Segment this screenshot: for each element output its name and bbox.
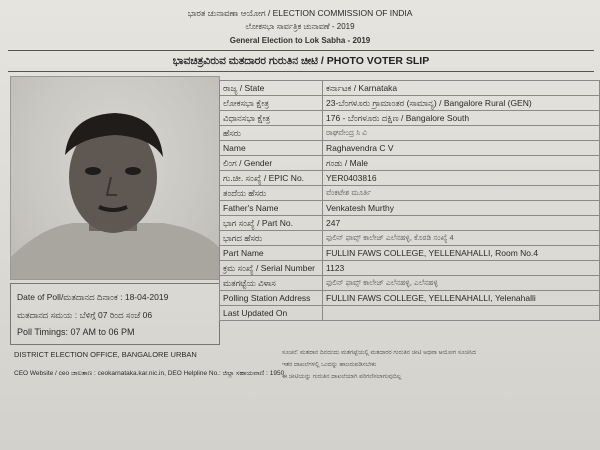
footer-note-3: ಈ ಚೀಟಿಯನ್ನು ಗುರುತಿನ ದಾಖಲೆಯಾಗಿ ಪರಿಗಣಿಸಲಾಗುವುದಿಲ್ಲ xyxy=(282,374,402,380)
detail-row xyxy=(220,246,600,261)
detail-row xyxy=(220,126,600,141)
detail-row xyxy=(220,156,600,171)
detail-value: 1123 xyxy=(323,261,600,276)
detail-label: Polling Station Address xyxy=(220,291,323,306)
detail-value: ರಾಘವೇಂದ್ರ ಸಿ ವಿ xyxy=(323,126,600,141)
detail-value: FULLIN FAWS COLLEGE, YELLENAHALLI, Room No.4 xyxy=(323,246,600,261)
footer-note-1: ಸೂಚನೆ: ಮತದಾನ ದಿನದಂದು ಮತಗಟ್ಟೆಯಲ್ಲಿ ಮತದಾರರ ಗುರುತಿನ ಚೀಟಿ ಅಥವಾ ಆಯೋಗ ಸೂಚಿಸಿದ xyxy=(282,350,476,356)
detail-label: ಗು.ಚೀ. ಸಂಖ್ಯೆ / EPIC No. xyxy=(220,171,323,186)
detail-row xyxy=(220,291,600,306)
detail-value: 176 - ಬೆಂಗಳೂರು ದಕ್ಷಿಣ / Bangalore South xyxy=(323,111,600,126)
detail-label: ಭಾಗದ ಹೆಸರು xyxy=(220,231,323,246)
detail-label: ಭಾಗ ಸಂಖ್ಯೆ / Part No. xyxy=(220,216,323,231)
detail-value: Venkatesh Murthy xyxy=(323,201,600,216)
detail-value: 23-ಬೆಂಗಳೂರು ಗ್ರಾಮಾಂತರ (ಸಾಮಾನ್ಯ) / Bangalore Rural (GEN) xyxy=(323,96,600,111)
detail-label: ಲೋಕಸಭಾ ಕ್ಷೇತ್ರ xyxy=(220,96,323,111)
detail-label: Part Name xyxy=(220,246,323,261)
detail-value: Raghavendra C V xyxy=(323,141,600,156)
ceo-website: CEO Website / ceo ಜಾಲತಾಣ : ceokarnataka.kar.nic.in, DEO Helpline No.: ಜಿಲ್ಲಾ ಸಹಾಯವಾಣಿ : 1950 xyxy=(14,370,285,377)
poll-date: Date of Poll/ಮತದಾನದ ದಿನಾಂಕ : 18-04-2019 xyxy=(17,292,169,302)
detail-row xyxy=(220,96,600,111)
header-line-commission: ಭಾರತ ಚುನಾವಣಾ ಆಯೋಗ / ELECTION COMMISSION OF INDIA xyxy=(187,8,413,18)
detail-label: Father's Name xyxy=(220,201,323,216)
detail-row xyxy=(220,306,600,321)
detail-row xyxy=(220,216,600,231)
detail-row xyxy=(220,231,600,246)
detail-label: ಹೆಸರು xyxy=(220,126,323,141)
details-table xyxy=(219,80,600,321)
detail-label: Last Updated On xyxy=(220,306,323,321)
detail-row xyxy=(220,141,600,156)
poll-info-box xyxy=(10,283,220,345)
district-office: DISTRICT ELECTION OFFICE, BANGALORE URBAN xyxy=(14,350,197,359)
detail-value: ವೆಂಕಟೇಶ ಮೂರ್ತಿ xyxy=(323,186,600,201)
detail-row xyxy=(220,186,600,201)
detail-label: ಲಿಂಗ / Gender xyxy=(220,156,323,171)
detail-value: ಫುಲಿನ್ ಫಾವ್ಸ್ ಕಾಲೇಜ್ ಎಲೆನಹಳ್ಳಿ, ಎಲೆನಹಳ್ಳಿ xyxy=(323,276,600,291)
detail-value: ಗಂಡು / Male xyxy=(323,156,600,171)
voter-photo xyxy=(10,76,220,280)
detail-label: ತಂದೆಯ ಹೆಸರು xyxy=(220,186,323,201)
detail-label: ವಿಧಾನಸಭಾ ಕ್ಷೇತ್ರ xyxy=(220,111,323,126)
poll-time-kn: ಮತದಾನದ ಸಮಯ : ಬೆಳಿಗ್ಗೆ 07 ರಿಂದ ಸಂಜೆ 06 xyxy=(17,310,153,320)
header-line-election-en: General Election to Lok Sabha - 2019 xyxy=(229,36,371,45)
detail-row xyxy=(220,171,600,186)
detail-value: YER0403816 xyxy=(323,171,600,186)
detail-row xyxy=(220,276,600,291)
detail-row xyxy=(220,201,600,216)
detail-label: ಕ್ರಮ ಸಂಖ್ಯೆ / Serial Number xyxy=(220,261,323,276)
slip-title: ಭಾವಚಿತ್ರವಿರುವ ಮತದಾರರ ಗುರುತಿನ ಚೀಟಿ / PHOTO VOTER SLIP xyxy=(8,50,594,72)
detail-value: ಕರ್ನಾಟಕ / Karnataka xyxy=(323,81,600,96)
detail-label: ರಾಜ್ಯ / State xyxy=(220,81,323,96)
detail-row xyxy=(220,261,600,276)
detail-label: Name xyxy=(220,141,323,156)
poll-timings: Poll Timings: 07 AM to 06 PM xyxy=(17,327,135,337)
header xyxy=(0,6,600,48)
detail-row xyxy=(220,111,600,126)
detail-value: ಫುಲಿನ್ ಫಾವ್ಸ್ ಕಾಲೇಜ್ ಎಲೆನಹಳ್ಳಿ, ಕೊಠಡಿ ಸಂಖ್ಯೆ 4 xyxy=(323,231,600,246)
detail-label: ಮತಗಟ್ಟೆಯ ವಿಳಾಸ xyxy=(220,276,323,291)
detail-value: 247 xyxy=(323,216,600,231)
footer-note-2: ಇತರ ದಾಖಲೆಗಳಲ್ಲಿ ಒಂದನ್ನು ಹಾಜರುಪಡಿಸಬೇಕು xyxy=(282,362,377,368)
detail-row xyxy=(220,81,600,96)
header-line-election-kn: ಲೋಕಸಭಾ ಸಾರ್ವತ್ರಿಕ ಚುನಾವಣೆ - 2019 xyxy=(245,22,355,31)
detail-value: FULLIN FAWS COLLEGE, YELLENAHALLI, Yelenahalli xyxy=(323,291,600,306)
detail-value xyxy=(323,306,600,321)
